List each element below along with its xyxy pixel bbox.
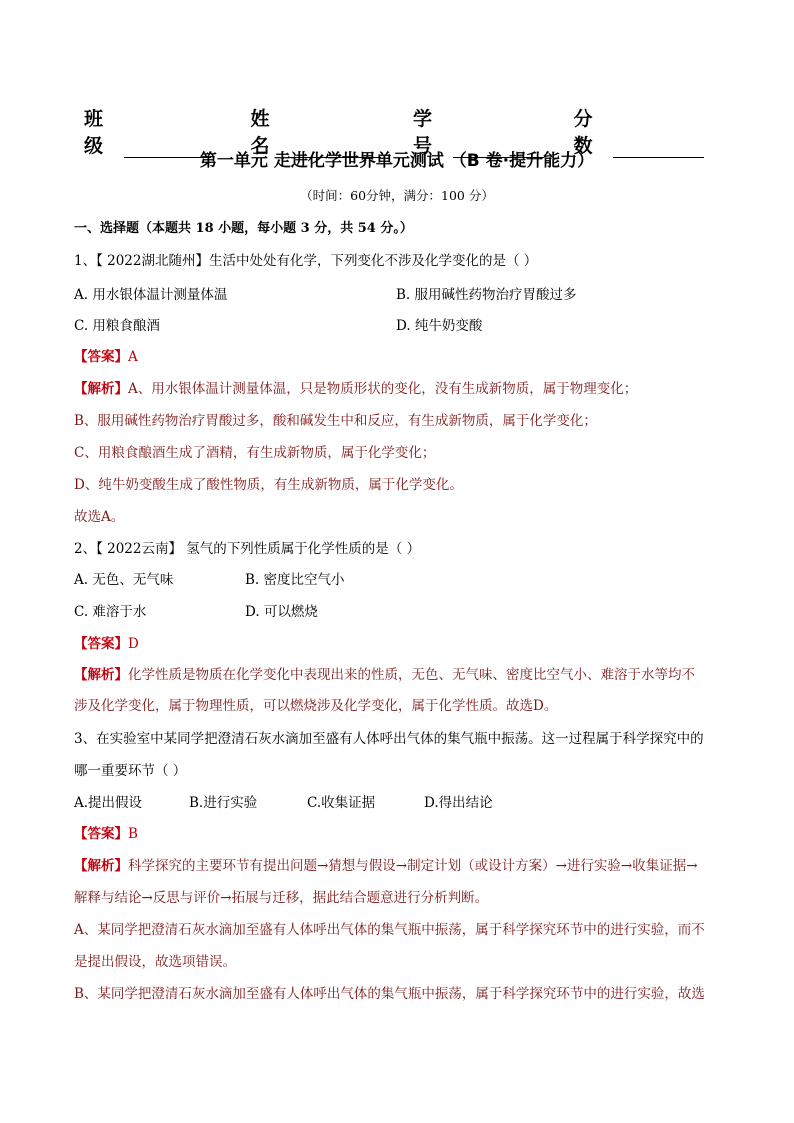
q1-analysis-line-1 bbox=[74, 377, 637, 397]
q3-option-c[interactable]: C.收集证据 bbox=[307, 795, 376, 811]
q3-analysis-text: 科学探究的主要环节有提出问题→猜想与假设→制定计划（或设计方案）→进行实验→收集证据→ bbox=[128, 858, 698, 874]
q1-stem: 1、【 2022湖北随州】生活中处处有化学，下列变化不涉及化学变化的是（ ） bbox=[74, 253, 538, 269]
q2-answer-tag: 【答案】 bbox=[74, 636, 128, 652]
q3-stem-line-1: 3、在实验室中某同学把澄清石灰水滴加至盛有人体呼出气体的集气瓶中振荡。这一过程属于科学探究中的 bbox=[74, 731, 704, 747]
q3-analysis-line-3: A、某同学把澄清石灰水滴加至盛有人体呼出气体的集气瓶中振荡，属于科学探究环节中的进行实验，而不 bbox=[74, 922, 705, 938]
q2-option-d[interactable]: D. 可以燃烧 bbox=[245, 604, 318, 620]
q3-option-b[interactable]: B.进行实验 bbox=[189, 795, 258, 811]
q1-option-d[interactable]: D. 纯牛奶变酸 bbox=[396, 318, 483, 334]
q3-option-d[interactable]: D.得出结论 bbox=[424, 795, 493, 811]
q1-answer-tag: 【答案】 bbox=[74, 349, 128, 365]
q3-analysis-line-5: B、某同学把澄清石灰水滴加至盛有人体呼出气体的集气瓶中振荡，属于科学探究环节中的进行实验，故选 bbox=[74, 986, 705, 1002]
q2-option-a[interactable]: A. 无色、无气味 bbox=[74, 572, 174, 588]
q3-answer-tag: 【答案】 bbox=[74, 826, 128, 842]
q1-answer bbox=[74, 345, 138, 365]
q2-answer bbox=[74, 632, 139, 652]
q1-analysis-line-4: D、纯牛奶变酸生成了酸性物质，有生成新物质，属于化学变化。 bbox=[74, 477, 463, 493]
q1-option-a[interactable]: A. 用水银体温计测量体温 bbox=[74, 287, 228, 303]
q2-analysis-line-2: 涉及化学变化，属于物理性质，可以燃烧涉及化学变化，属于化学性质。故选D。 bbox=[74, 698, 558, 714]
q2-option-c[interactable]: C. 难溶于水 bbox=[74, 604, 147, 620]
class-label: 班级 bbox=[84, 108, 104, 157]
q3-analysis-tag: 【解析】 bbox=[74, 858, 128, 874]
q1-answer-value: A bbox=[128, 349, 138, 365]
q1-analysis-text: A、用水银体温计测量体温，只是物质形状的变化，没有生成新物质，属于物理变化； bbox=[128, 381, 638, 397]
score-label: 分数 bbox=[573, 108, 593, 157]
q1-analysis-line-5: 故选A。 bbox=[74, 509, 125, 525]
q3-answer-value: B bbox=[128, 826, 138, 842]
q3-analysis-line-2: 解释与结论→反思与评价→拓展与迁移，据此结合题意进行分析判断。 bbox=[74, 890, 489, 906]
q2-analysis-text: 化学性质是物质在化学变化中表现出来的性质，无色、无气味、密度比空气小、难溶于水等均不 bbox=[128, 667, 695, 683]
q2-option-b[interactable]: B. 密度比空气小 bbox=[245, 572, 345, 588]
page-title: 第一单元 走进化学世界单元测试 （B 卷·提升能力） bbox=[199, 151, 595, 171]
q1-analysis-line-2: B、服用碱性药物治疗胃酸过多，酸和碱发生中和反应，有生成新物质，属于化学变化； bbox=[74, 413, 597, 429]
q1-analysis-tag: 【解析】 bbox=[74, 381, 128, 397]
name-label: 姓名 bbox=[250, 108, 270, 157]
q1-option-b[interactable]: B. 服用碱性药物治疗胃酸过多 bbox=[396, 287, 577, 303]
q1-option-c[interactable]: C. 用粮食酿酒 bbox=[74, 318, 160, 334]
q1-analysis-line-3: C、用粮食酿酒生成了酒精，有生成新物质，属于化学变化； bbox=[74, 445, 436, 461]
q3-option-a[interactable]: A.提出假设 bbox=[74, 795, 143, 811]
q3-answer bbox=[74, 822, 138, 842]
q2-analysis-tag: 【解析】 bbox=[74, 667, 128, 683]
section-heading: 一、选择题（本题共 18 小题，每小题 3 分，共 54 分。） bbox=[74, 221, 413, 236]
q2-analysis-line-1 bbox=[74, 663, 695, 683]
q3-analysis-line-4: 是提出假设，故选项错误。 bbox=[74, 954, 236, 970]
q3-stem-line-2: 哪一重要环节（ ） bbox=[74, 763, 187, 779]
q2-answer-value: D bbox=[128, 636, 139, 652]
q2-stem: 2、【 2022云南】 氢气的下列性质属于化学性质的是（ ） bbox=[74, 541, 421, 557]
id-label: 学号 bbox=[413, 108, 433, 157]
page-subtitle: （时间：60分钟，满分：100 分） bbox=[300, 188, 494, 203]
q3-analysis-line-1 bbox=[74, 854, 698, 874]
